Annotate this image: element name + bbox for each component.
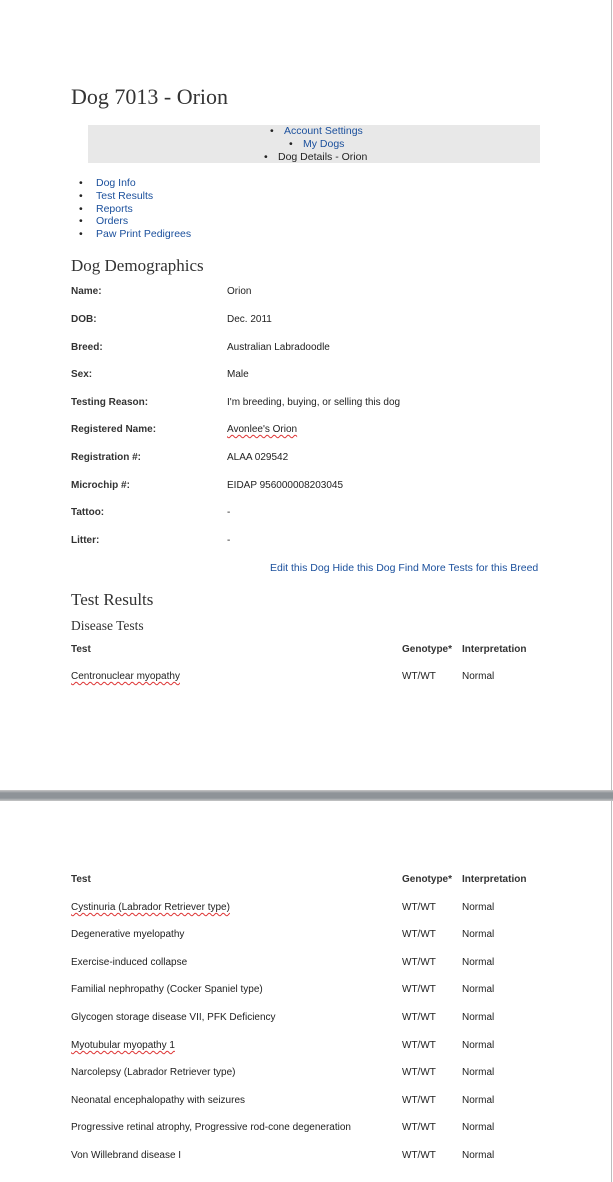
demo-label-name: Name: xyxy=(71,286,102,297)
col-header-interpretation-p2: Interpretation xyxy=(462,874,527,885)
test-genotype: WT/WT xyxy=(402,1040,436,1051)
hide-dog-link[interactable]: Hide this Dog xyxy=(332,562,396,574)
test-genotype: WT/WT xyxy=(402,1012,436,1023)
col-header-genotype: Genotype* xyxy=(402,644,453,655)
test-genotype: WT/WT xyxy=(402,902,436,913)
breadcrumb-account-settings: • Account Settings xyxy=(270,125,363,137)
test-results-heading: Test Results xyxy=(71,590,154,609)
col-header-test-p2: Test xyxy=(71,874,91,885)
test-interpretation: Normal xyxy=(462,1012,495,1023)
test-interpretation: Normal xyxy=(462,929,495,940)
test-interpretation: Normal xyxy=(462,902,495,913)
col-header-test: Test xyxy=(71,644,91,655)
test-name: Degenerative myelopathy xyxy=(71,929,185,940)
test-interpretation: Normal xyxy=(462,1040,495,1051)
test-name: Glycogen storage disease VII, PFK Deficiency xyxy=(71,1012,276,1023)
demo-value-dob: Dec. 2011 xyxy=(227,314,272,325)
demo-value-tattoo: - xyxy=(227,507,231,518)
demo-label-registered-name: Registered Name: xyxy=(71,424,157,435)
demo-label-registration: Registration #: xyxy=(71,452,142,463)
breadcrumb xyxy=(88,125,540,163)
demographics-heading: Dog Demographics xyxy=(71,256,204,275)
nav-link-orders[interactable]: Orders xyxy=(96,215,129,228)
col-header-interpretation: Interpretation xyxy=(462,644,527,655)
demo-value-registration: ALAA 029542 xyxy=(227,452,289,463)
test-genotype: WT/WT xyxy=(402,1095,436,1106)
nav-link-dog-info[interactable]: Dog Info xyxy=(96,177,136,189)
demo-value-litter: - xyxy=(227,535,231,546)
demo-label-litter: Litter: xyxy=(71,535,100,546)
test-interpretation: Normal xyxy=(462,1067,495,1078)
test-name: Neonatal encephalopathy with seizures xyxy=(71,1095,245,1106)
test-genotype: WT/WT xyxy=(402,1122,436,1133)
test-name: Familial nephropathy (Cocker Spaniel type) xyxy=(71,984,263,995)
demo-label-dob: DOB: xyxy=(71,314,97,325)
demo-label-breed: Breed: xyxy=(71,342,103,353)
demo-value-name: Orion xyxy=(227,286,252,297)
breadcrumb-account-settings-link[interactable]: Account Settings xyxy=(284,125,363,137)
nav-link-test-results[interactable]: Test Results xyxy=(96,189,154,202)
col-header-genotype-p2: Genotype* xyxy=(402,874,453,885)
nav-link-paw-print-pedigrees[interactable]: Paw Print Pedigrees xyxy=(96,228,192,241)
page-break xyxy=(0,790,613,801)
demo-label-testing-reason: Testing Reason: xyxy=(71,397,149,408)
test-genotype: WT/WT xyxy=(402,671,436,682)
breadcrumb-my-dogs-link[interactable]: My Dogs xyxy=(303,138,345,150)
nav-item-orders: • Orders xyxy=(79,215,129,228)
find-more-tests-link[interactable]: Find More Tests for this Breed xyxy=(398,562,539,574)
demo-value-breed: Australian Labradoodle xyxy=(227,342,330,353)
demo-value-registered-name: Avonlee's Orion xyxy=(227,424,298,435)
test-name: Myotubular myopathy 1 xyxy=(71,1040,175,1051)
test-name: Centronuclear myopathy xyxy=(71,671,180,682)
test-genotype: WT/WT xyxy=(402,1067,436,1078)
test-name: Narcolepsy (Labrador Retriever type) xyxy=(71,1067,236,1078)
breadcrumb-my-dogs: • My Dogs xyxy=(289,138,345,150)
test-interpretation: Normal xyxy=(462,957,495,968)
breadcrumb-current-label: Dog Details - Orion xyxy=(278,151,368,163)
test-name: Cystinuria (Labrador Retriever type) xyxy=(71,902,230,913)
test-name: Progressive retinal atrophy, Progressive rod-cone degeneration xyxy=(71,1122,351,1133)
test-genotype: WT/WT xyxy=(402,984,436,995)
demo-label-tattoo: Tattoo: xyxy=(71,507,105,518)
test-interpretation: Normal xyxy=(462,1095,495,1106)
page-title: Dog 7013 - Orion xyxy=(71,84,229,109)
edit-dog-link[interactable]: Edit this Dog xyxy=(270,562,330,574)
demo-label-sex: Sex: xyxy=(71,369,93,380)
breadcrumb-current: • Dog Details - Orion xyxy=(264,151,368,163)
test-name: Von Willebrand disease I xyxy=(71,1150,182,1161)
test-interpretation: Normal xyxy=(462,1150,495,1161)
document-page-2 xyxy=(0,801,612,1182)
disease-tests-subheading: Disease Tests xyxy=(71,618,144,633)
demo-value-sex: Male xyxy=(227,369,249,380)
nav-item-test-results: • Test Results xyxy=(79,189,154,202)
demo-label-microchip: Microchip #: xyxy=(71,480,130,491)
test-name: Exercise-induced collapse xyxy=(71,957,188,968)
nav-item-paw-print-pedigrees: • Paw Print Pedigrees xyxy=(79,228,192,241)
test-interpretation: Normal xyxy=(462,671,495,682)
test-interpretation: Normal xyxy=(462,984,495,995)
nav-item-reports: • Reports xyxy=(79,202,133,215)
test-genotype: WT/WT xyxy=(402,1150,436,1161)
demo-value-testing-reason: I'm breeding, buying, or selling this dog xyxy=(227,397,401,408)
test-genotype: WT/WT xyxy=(402,929,436,940)
test-genotype: WT/WT xyxy=(402,957,436,968)
dog-actions xyxy=(270,562,538,574)
demo-value-microchip: EIDAP 956000008203045 xyxy=(227,480,344,491)
test-interpretation: Normal xyxy=(462,1122,495,1133)
nav-item-dog-info: • Dog Info xyxy=(79,177,136,189)
nav-link-reports[interactable]: Reports xyxy=(96,202,133,215)
dog-nav-list xyxy=(79,177,192,241)
